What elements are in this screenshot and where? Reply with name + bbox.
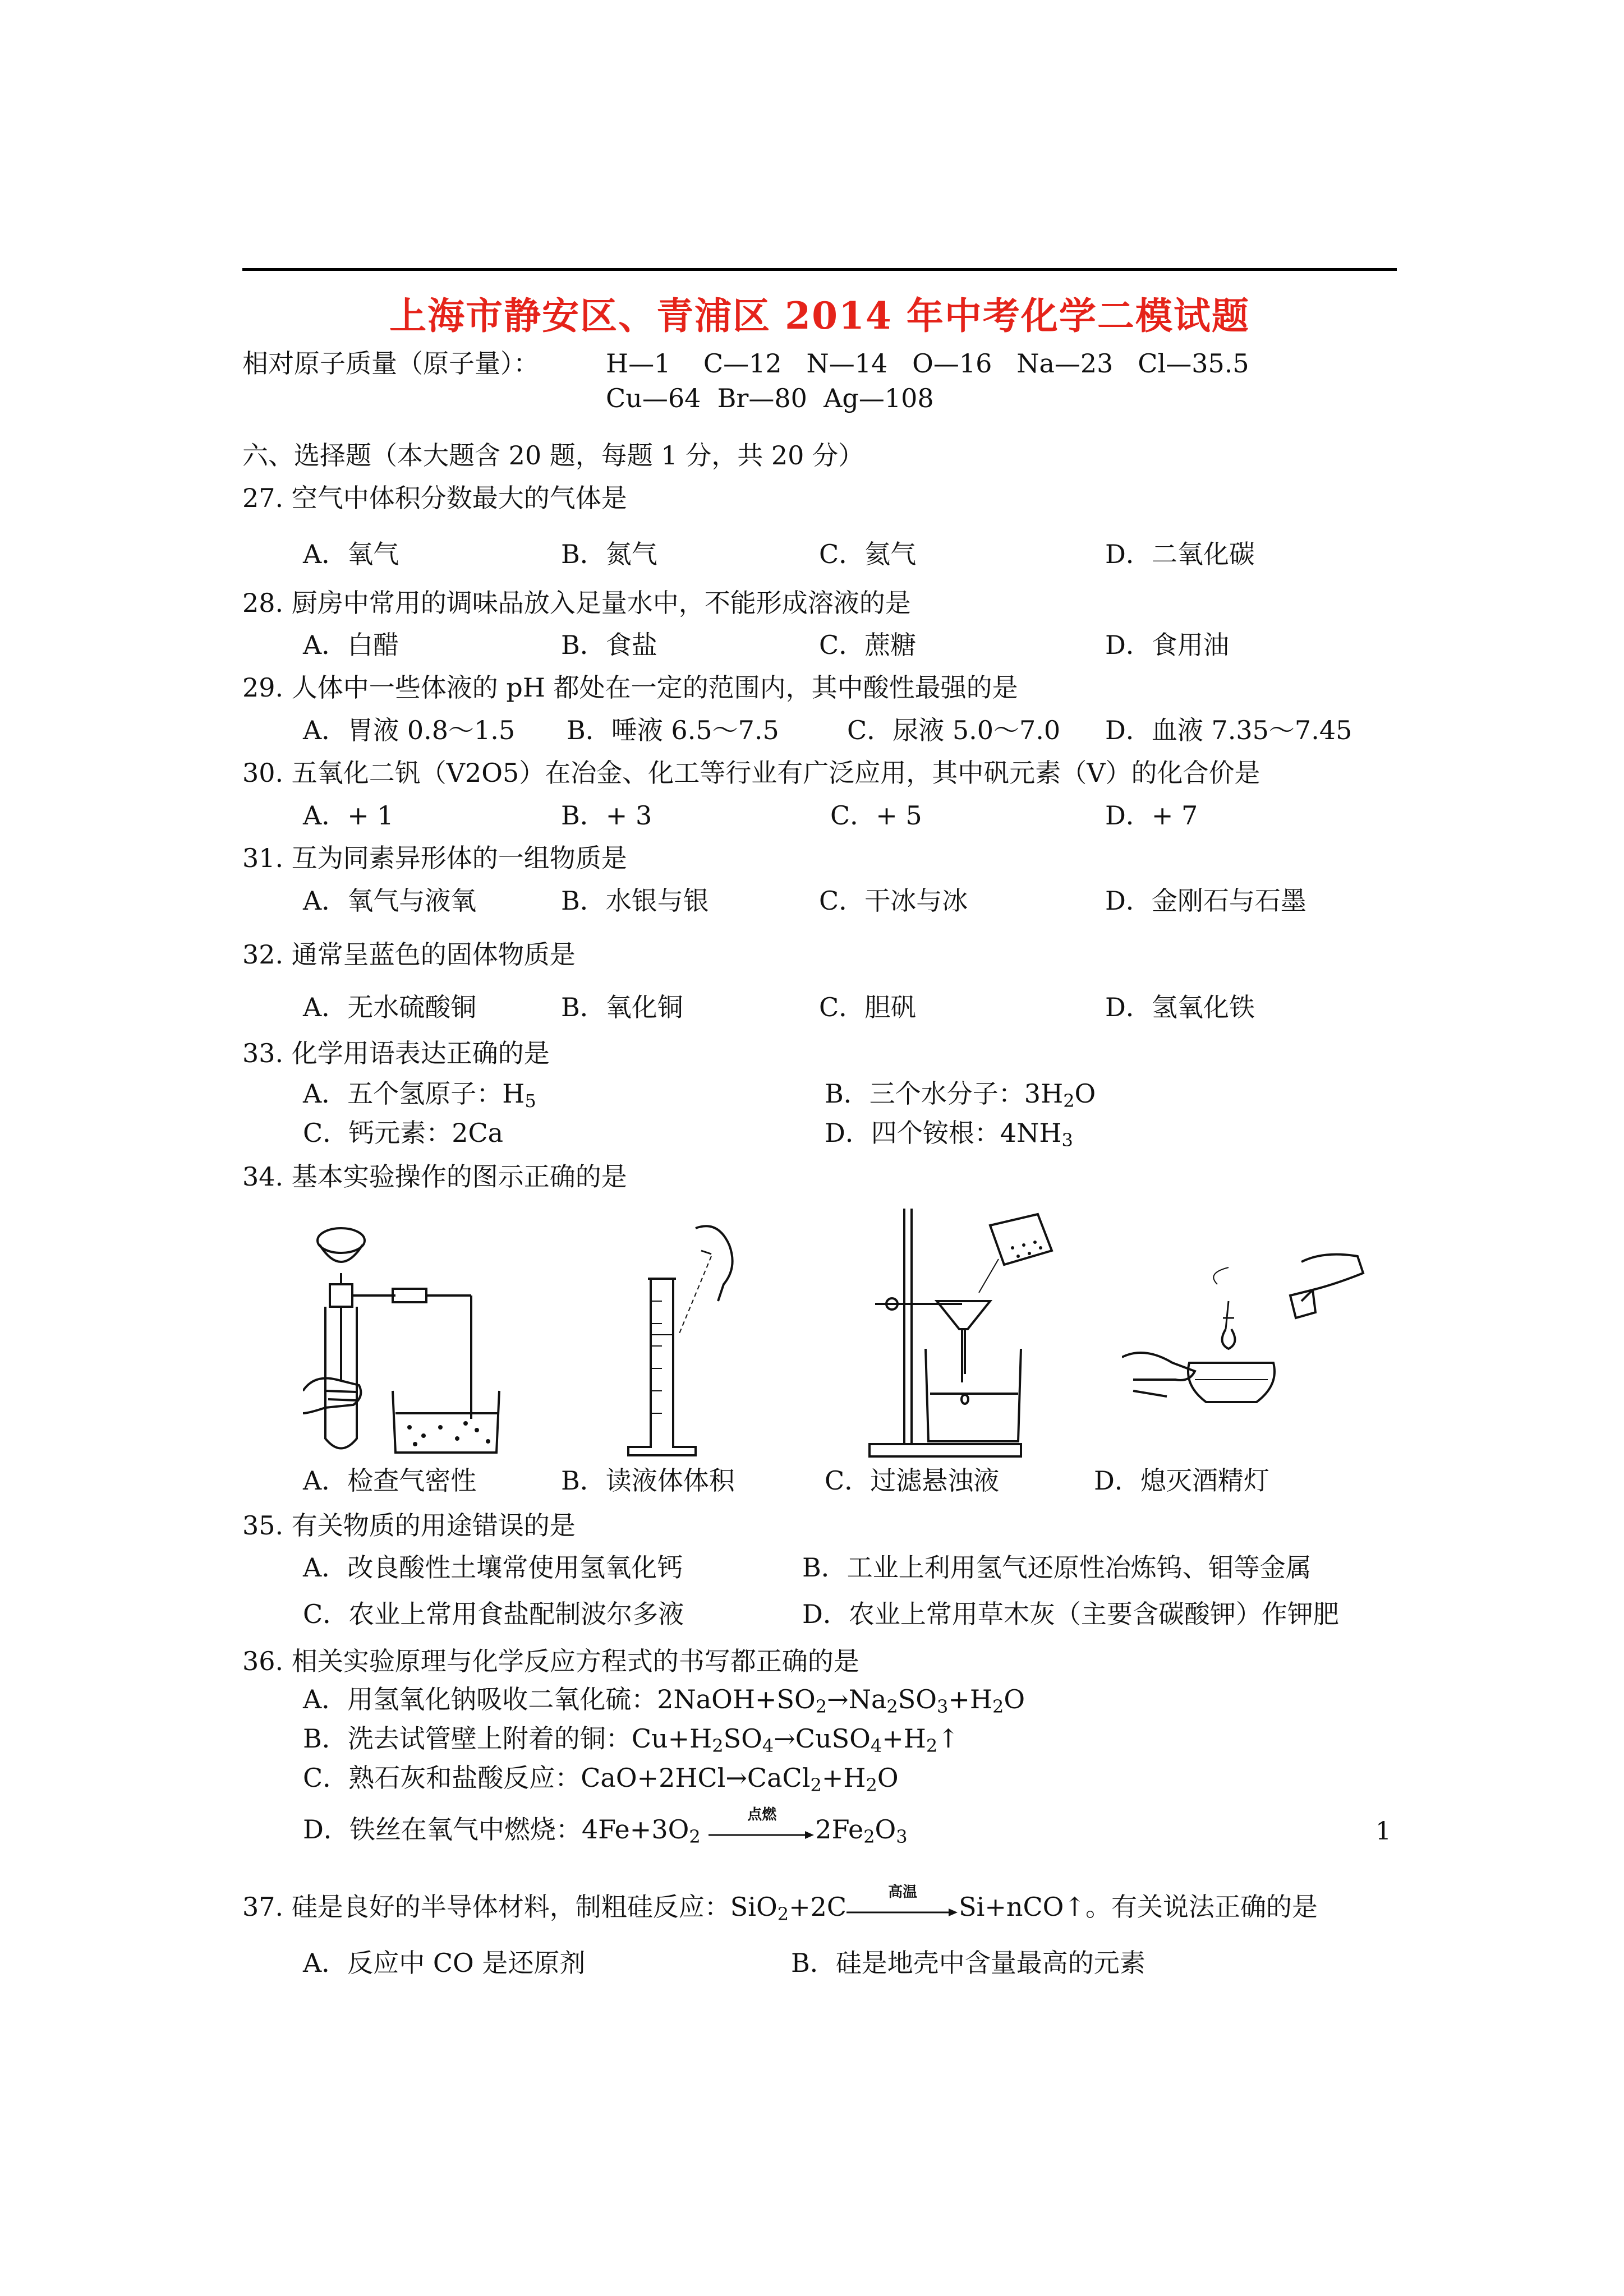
atomic-mass-label: 相对原子质量（原子量）：: [242, 348, 539, 379]
question-29-option-d[interactable]: D．血液 7.35～7.45: [1105, 715, 1352, 745]
question-31-option-a[interactable]: A．氧气与液氧: [303, 886, 477, 916]
reaction-condition-label: 高温: [888, 1884, 918, 1901]
question-37-option-a[interactable]: A．反应中 CO 是还原剂: [303, 1948, 586, 1978]
question-36-option-a[interactable]: A．用氢氧化钠吸收二氧化硫：$2NaOH+SO_2\to Na_2SO_3+H_2O$: [303, 1684, 1025, 1717]
question-36-option-b[interactable]: B．洗去试管壁上附着的铜：$Cu+H_2SO_4\to CuSO_4+H_2↑$: [303, 1723, 959, 1756]
question-30-option-a[interactable]: A．+ 1: [303, 800, 394, 831]
question-31-option-d[interactable]: D．金刚石与石墨: [1105, 886, 1306, 916]
question-28-option-d[interactable]: D．食用油: [1105, 630, 1229, 660]
page-number: 1: [1375, 1817, 1391, 1846]
question-27-stem: 27. 空气中体积分数最大的气体是: [242, 483, 627, 513]
question-31-option-c[interactable]: C．干冰与冰: [819, 886, 968, 916]
question-27-option-c[interactable]: C．氦气: [819, 539, 917, 569]
question-34-option-c[interactable]: C．过滤悬浊液: [825, 1465, 1000, 1496]
figure-d-alcohol-lamp: [1122, 1251, 1369, 1430]
atomic-mass-row2: Cu—64 Br—80 Ag—108: [606, 383, 934, 413]
question-35-stem: 35. 有关物质的用途错误的是: [242, 1510, 576, 1541]
question-36-option-d[interactable]: D．铁丝在氧气中燃烧：$4Fe+3O_2$ 点燃 $2Fe_2O_3$: [303, 1813, 908, 1848]
question-31-option-b[interactable]: B．水银与银: [561, 886, 709, 916]
gas-up-arrow-icon: ↑: [1064, 1892, 1085, 1922]
question-30-option-b[interactable]: B．+ 3: [561, 800, 652, 831]
question-32-option-c[interactable]: C．胆矾: [819, 992, 917, 1022]
reaction-condition-label: 点燃: [747, 1806, 777, 1823]
question-28-option-b[interactable]: B．食盐: [561, 630, 657, 660]
page-title: 上海市静安区、青浦区 2014 年中考化学二模试题: [389, 294, 1250, 338]
question-37-stem: 37. 硅是良好的半导体材料，制粗硅反应：SiO$_2$+2C 高温 Si+nCO↑。有关说法正确的是: [242, 1890, 1318, 1926]
question-32-option-a[interactable]: A．无水硫酸铜: [303, 992, 477, 1022]
question-35-option-a[interactable]: A．改良酸性土壤常使用氢氧化钙: [303, 1552, 683, 1583]
question-33-stem: 33. 化学用语表达正确的是: [242, 1038, 550, 1068]
question-30-stem: 30. 五氧化二钒（V2O5）在冶金、化工等行业有广泛应用，其中矾元素（V）的化合价是: [242, 758, 1260, 788]
top-rule: [242, 268, 1397, 271]
question-35-option-c[interactable]: C．农业上常用食盐配制波尔多液: [303, 1599, 684, 1629]
question-28-option-c[interactable]: C．蔗糖: [819, 630, 917, 660]
question-36-stem: 36. 相关实验原理与化学反应方程式的书写都正确的是: [242, 1646, 859, 1676]
gas-up-arrow-icon: ↑: [937, 1723, 959, 1754]
question-35-option-d[interactable]: D．农业上常用草木灰（主要含碳酸钾）作钾肥: [802, 1599, 1339, 1629]
question-35-option-b[interactable]: B．工业上利用氢气还原性冶炼钨、钼等金属: [802, 1552, 1312, 1583]
question-32-stem: 32. 通常呈蓝色的固体物质是: [242, 939, 576, 970]
question-34-stem: 34. 基本实验操作的图示正确的是: [242, 1161, 627, 1192]
question-28-option-a[interactable]: A．白醋: [303, 630, 399, 660]
question-34-option-a[interactable]: A．检查气密性: [303, 1465, 477, 1496]
reaction-arrow-icon: →: [827, 1684, 849, 1714]
figure-a-airtightness-apparatus: [303, 1211, 561, 1458]
question-33-option-b[interactable]: B．三个水分子：$3H_2O$: [825, 1078, 1096, 1112]
question-29-option-a[interactable]: A．胃液 0.8～1.5: [303, 715, 516, 745]
atomic-mass-row1: H—1 C—12 N—14 O—16 Na—23 Cl—35.5: [606, 348, 1249, 379]
question-29-option-b[interactable]: B．唾液 6.5～7.5: [567, 715, 779, 745]
question-29-stem: 29. 人体中一些体液的 pH 都处在一定的范围内，其中酸性最强的是: [242, 672, 1018, 703]
question-33-option-c[interactable]: C．钙元素：2Ca: [303, 1118, 504, 1148]
reaction-condition-arrow: [846, 1884, 959, 1926]
question-28-stem: 28. 厨房中常用的调味品放入足量水中，不能形成溶液的是: [242, 588, 911, 618]
question-31-stem: 31. 互为同素异形体的一组物质是: [242, 843, 627, 873]
question-29-option-c[interactable]: C．尿液 5.0～7.0: [847, 715, 1061, 745]
question-32-option-b[interactable]: B．氧化铜: [561, 992, 683, 1022]
question-27-option-a[interactable]: A．氧气: [303, 539, 399, 569]
question-27-option-b[interactable]: B．氮气: [561, 539, 657, 569]
question-33-option-a[interactable]: A．五个氢原子：$H_5$: [303, 1078, 536, 1112]
figure-b-graduated-cylinder: [617, 1223, 752, 1458]
reaction-arrow-icon: →: [725, 1763, 747, 1793]
question-36-option-c[interactable]: C．熟石灰和盐酸反应：$CaO+2HCl\to CaCl_2+H_2O$: [303, 1763, 899, 1796]
question-27-option-d[interactable]: D．二氧化碳: [1105, 539, 1255, 569]
reaction-arrow-icon: →: [774, 1723, 795, 1754]
reaction-condition-arrow: [709, 1806, 815, 1848]
question-30-option-c[interactable]: C．+ 5: [830, 800, 922, 831]
question-34-option-b[interactable]: B．读液体体积: [561, 1465, 735, 1496]
question-34-option-d[interactable]: D．熄灭酒精灯: [1094, 1465, 1269, 1496]
section-heading: 六、选择题（本大题含 20 题，每题 1 分，共 20 分）: [242, 440, 864, 471]
question-30-option-d[interactable]: D．+ 7: [1105, 800, 1198, 831]
question-32-option-d[interactable]: D．氢氧化铁: [1105, 992, 1255, 1022]
question-37-option-b[interactable]: B．硅是地壳中含量最高的元素: [791, 1948, 1145, 1978]
question-33-option-d[interactable]: D．四个铵根：$4NH_3$: [825, 1118, 1073, 1151]
figure-c-filtration-setup: [858, 1203, 1139, 1461]
